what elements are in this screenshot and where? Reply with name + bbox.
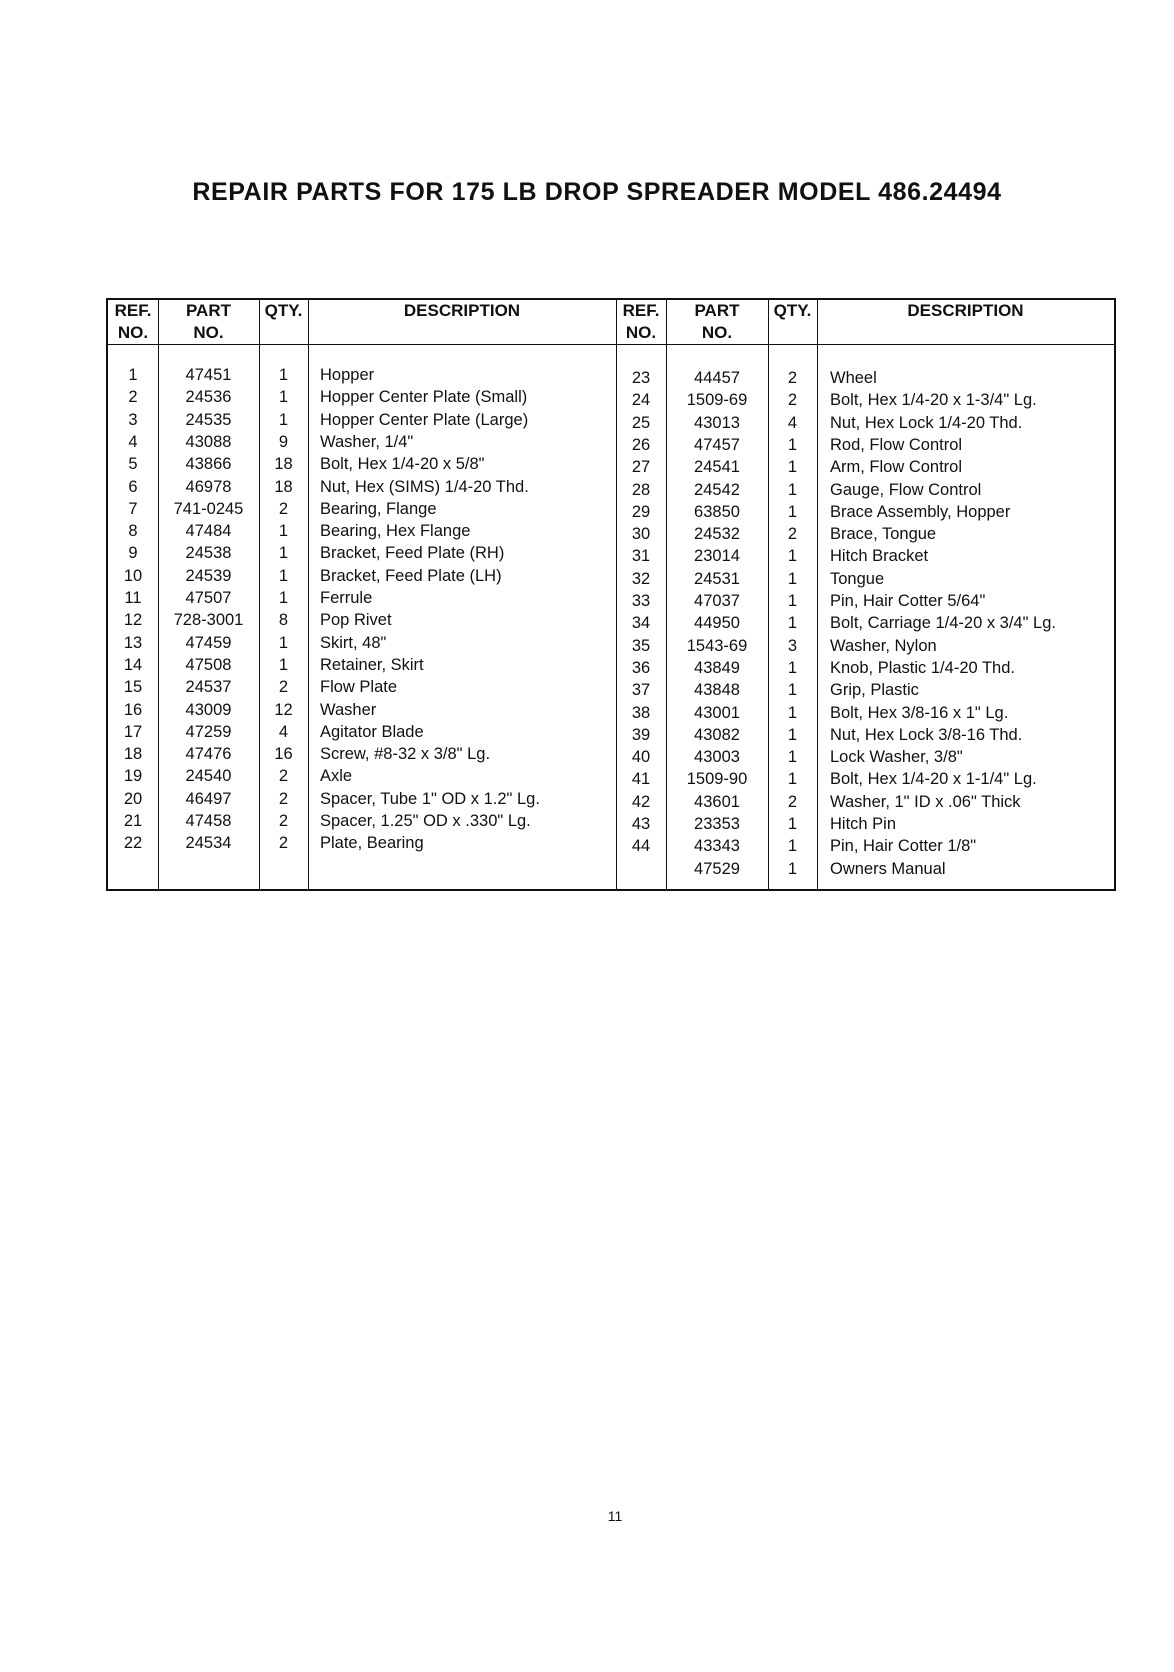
cell-ref: 16	[123, 700, 143, 719]
cell-part: 741-0245	[173, 499, 244, 518]
cell-part: 47507	[185, 589, 232, 607]
cell-desc: Pin, Hair Cotter 5/64"	[830, 592, 986, 610]
cell-desc: Rod, Flow Control	[830, 435, 963, 454]
cell-ref: 27	[631, 458, 651, 477]
cell-qty: 1	[278, 522, 289, 541]
cell-qty: 1	[787, 770, 798, 789]
cell-qty: 1	[787, 681, 798, 700]
cell-part: 24531	[694, 569, 740, 588]
cell-part: 47458	[185, 812, 232, 830]
cell-part: 44457	[694, 369, 740, 387]
cell-qty: 1	[278, 388, 289, 407]
cell-ref: 25	[631, 413, 651, 432]
cell-qty: 2	[278, 834, 289, 853]
header-no-label: NO.	[625, 323, 657, 342]
header-ref-label: REF.	[114, 301, 152, 320]
cell-desc: Nut, Hex Lock 3/8-16 Thd.	[830, 725, 1023, 744]
cell-part: 24538	[185, 544, 232, 563]
header-no-label: NO.	[117, 323, 149, 342]
cell-part: 24536	[185, 388, 232, 407]
cell-qty: 1	[787, 859, 798, 878]
cell-part: 63850	[694, 502, 740, 521]
cell-qty: 2	[278, 812, 289, 830]
cell-desc: Hitch Bracket	[830, 547, 929, 566]
cell-qty: 1	[278, 633, 289, 652]
cell-ref: 10	[123, 566, 143, 585]
header-divider	[108, 344, 1114, 345]
cell-qty: 1	[787, 435, 798, 454]
cell-qty: 1	[787, 837, 798, 856]
cell-desc: Owners Manual	[830, 859, 946, 878]
header-ref-no	[108, 300, 158, 344]
cell-desc: Spacer, 1.25" OD x .330" Lg.	[320, 812, 531, 830]
cell-ref: 42	[631, 792, 651, 811]
cell-part: 24540	[185, 767, 232, 786]
header-description: DESCRIPTION	[403, 301, 521, 320]
cell-desc: Washer, Nylon	[830, 636, 937, 655]
cell-part: 47484	[185, 522, 232, 541]
cell-part: 47451	[185, 366, 232, 384]
cell-qty: 1	[787, 703, 798, 722]
cell-ref: 34	[631, 614, 651, 633]
cell-ref: 4	[128, 432, 138, 451]
cell-qty: 1	[278, 566, 289, 585]
cell-desc: Grip, Plastic	[830, 681, 919, 700]
header-no-label: NO.	[701, 323, 733, 342]
cell-qty: 2	[787, 369, 798, 387]
cell-qty: 9	[278, 432, 289, 451]
cell-desc: Arm, Flow Control	[830, 458, 963, 477]
cell-ref: 2	[128, 388, 138, 407]
cell-qty: 1	[278, 655, 289, 674]
cell-desc: Bracket, Feed Plate (RH)	[320, 544, 505, 563]
header-description: DESCRIPTION	[907, 301, 1024, 320]
header-part-label: PART	[694, 301, 740, 320]
cell-qty: 1	[787, 458, 798, 477]
column-divider	[817, 300, 818, 889]
cell-part: 47259	[185, 722, 232, 741]
cell-part: 47457	[694, 435, 740, 454]
cell-ref: 3	[128, 410, 138, 429]
cell-desc: Bolt, Hex 1/4-20 x 1-1/4" Lg.	[830, 770, 1037, 789]
cell-ref: 12	[123, 611, 143, 630]
cell-qty: 2	[787, 391, 798, 410]
cell-desc: Washer	[320, 700, 377, 719]
cell-ref: 23	[631, 369, 651, 387]
cell-ref: 33	[631, 592, 651, 610]
cell-qty: 2	[278, 678, 289, 697]
cell-qty: 4	[787, 413, 798, 432]
header-part-no	[666, 300, 768, 344]
cell-ref: 21	[123, 812, 143, 830]
cell-part: 47459	[185, 633, 232, 652]
cell-qty: 2	[278, 767, 289, 786]
cell-ref: 20	[123, 789, 143, 808]
cell-desc: Bolt, Hex 3/8-16 x 1" Lg.	[830, 703, 1009, 722]
cell-qty: 2	[278, 789, 289, 808]
cell-desc: Pop Rivet	[320, 611, 392, 630]
cell-qty: 1	[787, 614, 798, 633]
cell-part: 23353	[694, 815, 740, 833]
cell-ref: 41	[631, 770, 651, 789]
cell-ref: 37	[631, 681, 651, 700]
cell-desc: Gauge, Flow Control	[830, 480, 982, 499]
cell-ref: 29	[631, 502, 651, 521]
header-ref-label: REF.	[622, 301, 660, 320]
cell-part: 24542	[694, 480, 740, 499]
cell-desc: Ferrule	[320, 589, 373, 607]
cell-qty: 8	[278, 611, 289, 630]
cell-part: 24541	[694, 458, 740, 477]
cell-ref: 17	[123, 722, 143, 741]
cell-ref: 39	[631, 725, 651, 744]
cell-ref: 18	[123, 745, 143, 764]
cell-qty: 18	[274, 477, 293, 496]
cell-ref: 40	[631, 748, 651, 767]
cell-qty: 1	[787, 480, 798, 499]
cell-qty: 3	[787, 636, 798, 655]
cell-qty: 1	[787, 569, 798, 588]
cell-ref: 26	[631, 435, 651, 454]
cell-desc: Hitch Pin	[830, 815, 897, 833]
header-qty: QTY.	[264, 301, 303, 320]
cell-qty: 1	[787, 592, 798, 610]
cell-qty: 1	[278, 589, 289, 607]
cell-ref: 11	[124, 589, 142, 607]
cell-ref: 36	[631, 658, 651, 677]
cell-part: 47476	[185, 745, 232, 764]
cell-ref: 22	[123, 834, 143, 853]
repair-parts-table	[106, 298, 1116, 891]
cell-part: 44950	[694, 614, 740, 633]
cell-desc: Axle	[320, 767, 353, 786]
cell-ref: 15	[123, 678, 143, 697]
header-part-label: PART	[185, 301, 231, 320]
cell-part: 43009	[185, 700, 232, 719]
cell-ref: 24	[631, 391, 651, 410]
cell-desc: Hopper Center Plate (Small)	[320, 388, 528, 407]
cell-part: 23014	[694, 547, 740, 566]
page-number: 11	[607, 1508, 623, 1524]
cell-desc: Wheel	[830, 369, 877, 387]
cell-ref: 5	[128, 455, 138, 474]
cell-ref: 13	[123, 633, 143, 652]
cell-qty: 1	[787, 748, 798, 767]
cell-part: 24539	[185, 566, 232, 585]
cell-qty: 1	[787, 815, 798, 833]
cell-desc: Flow Plate	[320, 678, 398, 697]
cell-desc: Washer, 1" ID x .06" Thick	[830, 792, 1021, 811]
cell-part: 47037	[694, 592, 740, 610]
cell-ref: 6	[128, 477, 138, 496]
cell-part: 43601	[694, 792, 740, 811]
cell-part: 43848	[694, 681, 740, 700]
cell-ref: 30	[631, 525, 651, 544]
cell-qty: 1	[278, 366, 289, 384]
cell-qty: 2	[278, 499, 289, 518]
header-no-label: NO.	[193, 323, 224, 342]
cell-desc: Hopper	[320, 366, 375, 384]
cell-desc: Pin, Hair Cotter 1/8"	[830, 837, 977, 856]
cell-ref: 32	[631, 569, 651, 588]
cell-ref: 1	[128, 366, 138, 384]
cell-desc: Tongue	[830, 569, 885, 588]
cell-qty: 1	[787, 658, 798, 677]
cell-part: 43013	[694, 413, 740, 432]
cell-desc: Hopper Center Plate (Large)	[320, 410, 529, 429]
cell-qty: 4	[278, 722, 289, 741]
cell-desc: Bearing, Hex Flange	[320, 522, 471, 541]
cell-desc: Plate, Bearing	[320, 834, 424, 853]
header-part-no	[158, 300, 259, 344]
cell-part: 24532	[694, 525, 740, 544]
cell-qty: 1	[278, 410, 289, 429]
cell-part: 43001	[694, 703, 740, 722]
cell-desc: Brace, Tongue	[830, 525, 937, 544]
cell-part: 43088	[185, 432, 232, 451]
cell-desc: Skirt, 48"	[320, 633, 387, 652]
cell-desc: Knob, Plastic 1/4-20 Thd.	[830, 658, 1015, 677]
cell-qty: 1	[278, 544, 289, 563]
cell-ref: 28	[631, 480, 651, 499]
cell-desc: Brace Assembly, Hopper	[830, 502, 1011, 521]
cell-part: 1543-69	[686, 636, 748, 655]
cell-qty: 1	[787, 725, 798, 744]
cell-desc: Retainer, Skirt	[320, 655, 424, 674]
cell-ref: 9	[128, 544, 138, 563]
cell-desc: Nut, Hex Lock 1/4-20 Thd.	[830, 413, 1023, 432]
cell-qty: 1	[787, 547, 798, 566]
cell-ref: 35	[631, 636, 651, 655]
cell-ref: 14	[123, 655, 143, 674]
cell-part: 24535	[185, 410, 232, 429]
cell-part: 24534	[185, 834, 232, 853]
cell-qty: 2	[787, 525, 798, 544]
cell-desc: Screw, #8-32 x 3/8" Lg.	[320, 745, 491, 764]
cell-desc: Bolt, Hex 1/4-20 x 1-3/4" Lg.	[830, 391, 1037, 410]
cell-ref: 19	[123, 767, 143, 786]
header-qty: QTY.	[773, 301, 812, 320]
cell-qty: 1	[787, 502, 798, 521]
cell-ref: 31	[631, 547, 651, 566]
cell-part: 43849	[694, 658, 740, 677]
cell-part: 46497	[185, 789, 232, 808]
header-ref-no	[616, 300, 666, 344]
cell-part: 43082	[694, 725, 740, 744]
cell-part: 728-3001	[173, 611, 244, 630]
cell-desc: Bearing, Flange	[320, 499, 437, 518]
cell-ref: 8	[128, 522, 138, 541]
cell-part: 43343	[694, 837, 740, 856]
cell-part: 46978	[185, 477, 232, 496]
cell-ref	[616, 858, 666, 880]
cell-ref: 38	[631, 703, 651, 722]
cell-part: 47529	[694, 859, 740, 878]
cell-ref: 7	[128, 499, 138, 518]
cell-part: 43003	[694, 748, 740, 767]
cell-desc: Spacer, Tube 1" OD x 1.2" Lg.	[320, 789, 540, 808]
cell-part: 47508	[185, 655, 232, 674]
cell-desc: Washer, 1/4"	[320, 432, 414, 451]
cell-desc: Agitator Blade	[320, 722, 424, 741]
cell-desc: Lock Washer, 3/8"	[830, 748, 963, 767]
cell-part: 43866	[185, 455, 232, 474]
column-divider	[308, 300, 309, 889]
cell-part: 24537	[185, 678, 232, 697]
cell-qty: 2	[787, 792, 798, 811]
cell-qty: 16	[274, 745, 293, 764]
cell-ref: 44	[631, 837, 651, 856]
cell-part: 1509-69	[686, 391, 748, 410]
cell-qty: 18	[274, 455, 293, 474]
cell-desc: Bracket, Feed Plate (LH)	[320, 566, 502, 585]
cell-desc: Bolt, Carriage 1/4-20 x 3/4" Lg.	[830, 614, 1056, 633]
cell-desc: Nut, Hex (SIMS) 1/4-20 Thd.	[320, 477, 529, 496]
page-title: REPAIR PARTS FOR 175 LB DROP SPREADER MODEL 486.24494	[192, 178, 1002, 206]
cell-part: 1509-90	[686, 770, 748, 789]
cell-desc: Bolt, Hex 1/4-20 x 5/8"	[320, 455, 485, 474]
cell-ref: 43	[631, 815, 651, 833]
cell-qty: 12	[274, 700, 293, 719]
